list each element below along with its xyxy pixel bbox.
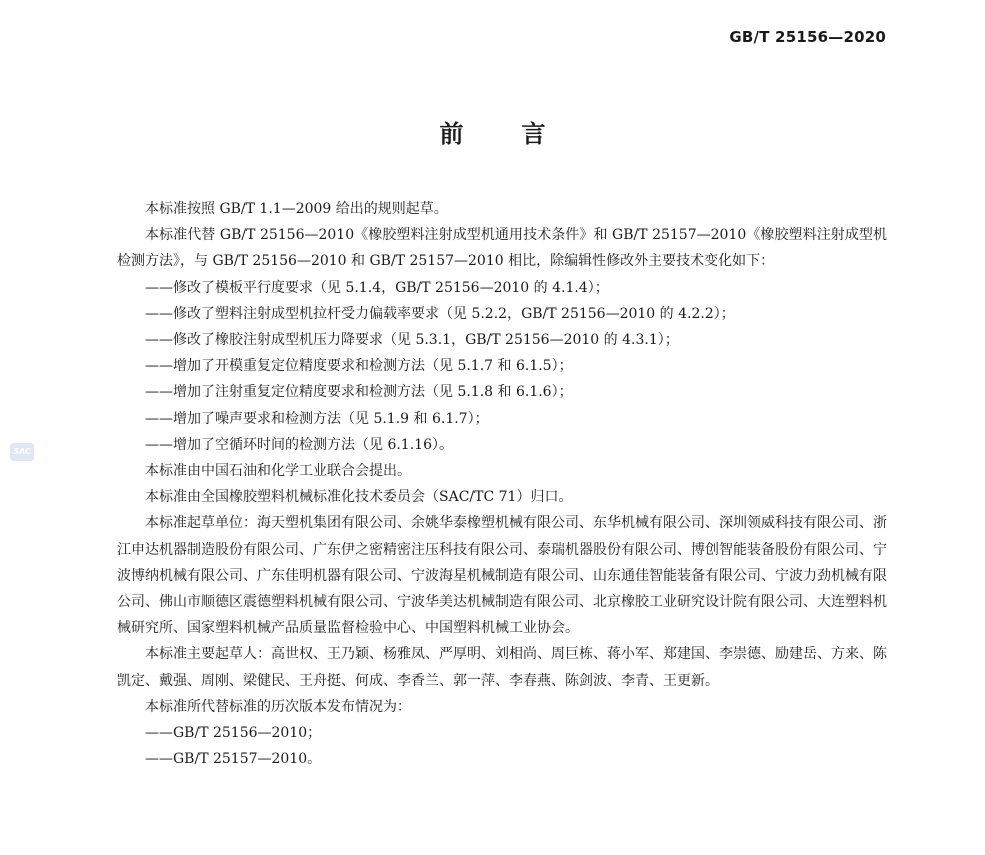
- title-char-1: 前: [439, 120, 464, 148]
- paragraph-drafting-rules: 本标准按照 GB/T 1.1—2009 给出的规则起草。: [145, 201, 448, 217]
- paragraph-centralized-by: 本标准由全国橡胶塑料机械标准化技术委员会（SAC/TC 71）归口。: [145, 489, 573, 506]
- history-item: ——GB/T 25156—2010；: [145, 725, 322, 742]
- foreword-body: [117, 196, 887, 772]
- paragraph-proposed-by: 本标准由中国石油和化学工业联合会提出。: [145, 463, 411, 480]
- change-item: ——增加了开模重复定位精度要求和检测方法（见 5.1.7 和 6.1.5）；: [145, 358, 573, 375]
- change-item: ——增加了噪声要求和检测方法（见 5.1.9 和 6.1.7）；: [145, 410, 489, 427]
- paragraph-replacement: 本标准代替 GB/T 25156—2010《橡胶塑料注射成型机通用技术条件》和 GB/T 25157—2010《橡胶塑料注射成型机检测方法》，与 GB/T 25156—2010 和 GB/T 25157—2010 相比，除编辑性修改外主要技术变化如下：: [117, 227, 887, 270]
- change-item: ——修改了塑料注射成型机拉杆受力偏载率要求（见 5.2.2，GB/T 25156—2010 的 4.2.2）；: [145, 305, 735, 322]
- title-char-2: 言: [521, 120, 546, 148]
- page-title: [0, 114, 985, 149]
- paragraph-drafters: 本标准主要起草人：高世权、王乃颖、杨雅凤、严厚明、刘相尚、周巨栋、蒋小军、郑建国、李崇德、励建岳、方来、陈凯定、戴强、周刚、梁健民、王舟挺、何成、李香兰、郭一萍、李春燕、陈剑波、李青、王更新。: [117, 646, 887, 689]
- sac-watermark-logo: SAC: [10, 443, 34, 461]
- change-item: ——增加了空循环时间的检测方法（见 6.1.16）。: [145, 436, 453, 453]
- history-item: ——GB/T 25157—2010。: [145, 751, 322, 768]
- change-item: ——修改了模板平行度要求（见 5.1.4，GB/T 25156—2010 的 4.1.4）；: [145, 279, 609, 296]
- standard-number: GB/T 25156—2020: [729, 28, 886, 46]
- paragraph-version-history: 本标准所代替标准的历次版本发布情况为：: [145, 698, 411, 715]
- change-item: ——修改了橡胶注射成型机压力降要求（见 5.3.1，GB/T 25156—2010 的 4.3.1）；: [145, 332, 679, 349]
- change-item: ——增加了注射重复定位精度要求和检测方法（见 5.1.8 和 6.1.6）；: [145, 384, 573, 401]
- paragraph-drafting-units: 本标准起草单位：海天塑机集团有限公司、余姚华泰橡塑机械有限公司、东华机械有限公司、深圳领威科技有限公司、浙江申达机器制造股份有限公司、广东伊之密精密注压科技有限公司、泰瑞机器股份有限公司、博创智能装备股份有限公司、宁波博纳机械有限公司、广东佳明机器有限公司、宁波海星机械制造有限公司、山东通佳智能装备有限公司、宁波力劲机械有限公司、佛山市顺德区震德塑料机械有限公司、宁波华美达机械制造有限公司、北京橡胶工业研究设计院有限公司、大连塑料机械研究所、国家塑料机械产品质量监督检验中心、中国塑料机械工业协会。: [117, 515, 887, 637]
